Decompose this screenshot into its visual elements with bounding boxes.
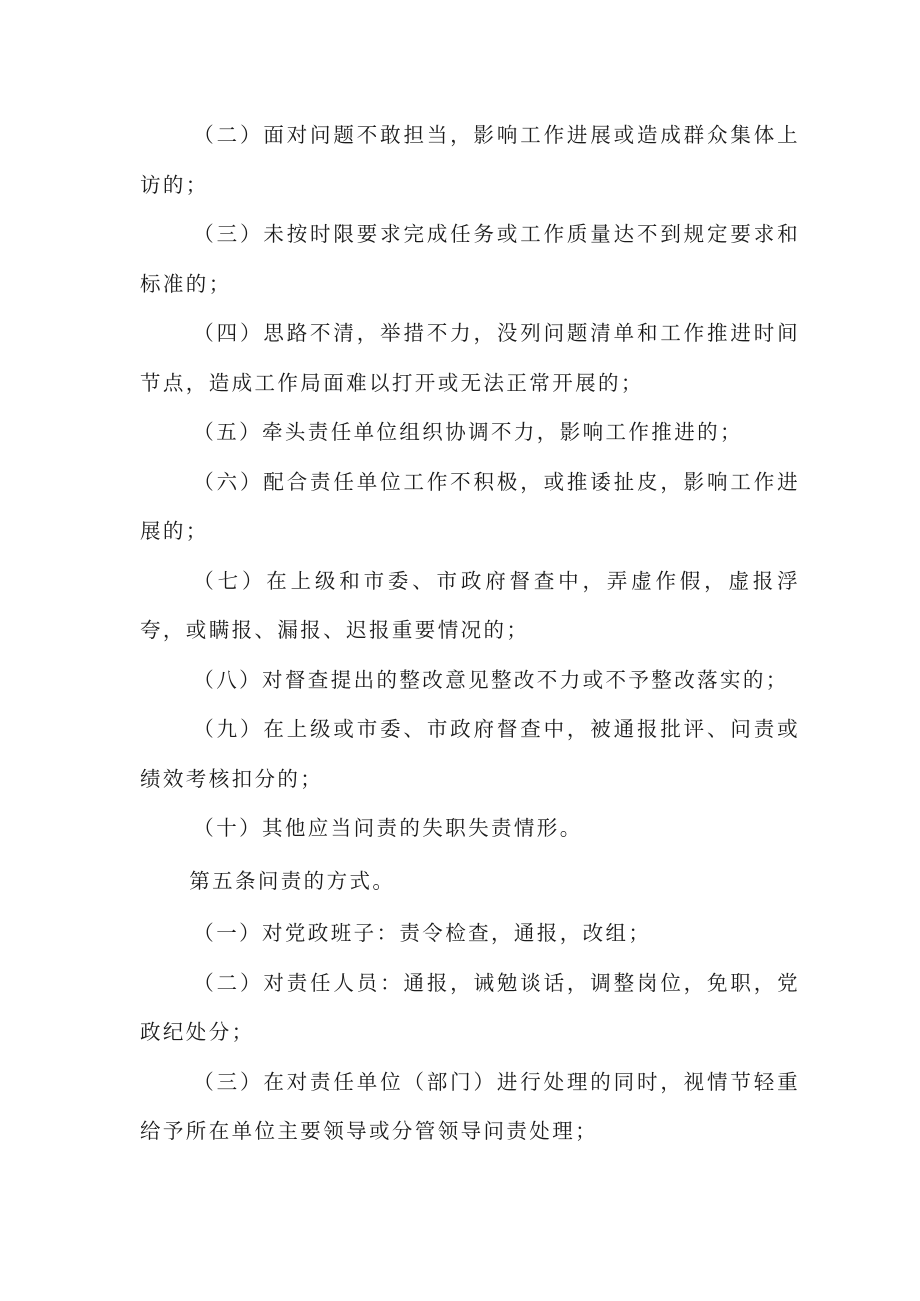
paragraph-item-10: （十）其他应当问责的失职失责情形。 — [193, 816, 583, 840]
document-body — [140, 111, 800, 1157]
article-heading: 第五条问责的方式。 — [189, 868, 396, 893]
paragraph-item-3: （三）未按时限要求完成任务或工作质量达不到规定要求和标准的； — [140, 222, 800, 296]
paragraph-method-1: （一）对党政班子：责令检查，通报，改组； — [193, 921, 652, 945]
paragraph-method-3: （三）在对责任单位（部门）进行处理的同时，视情节轻重给予所在单位主要领导或分管领导问责处理； — [140, 1069, 800, 1143]
paragraph-item-2: （二）面对问题不敢担当，影响工作进展或造成群众集体上访的； — [140, 123, 800, 197]
paragraph-item-9: （九）在上级或市委、市政府督查中，被通报批评、问责或绩效考核扣分的； — [140, 717, 800, 791]
paragraph-item-8: （八）对督查提出的整改意见整改不力或不予整改落实的； — [193, 667, 789, 692]
paragraph-method-2: （二）对责任人员：通报，诫勉谈话，调整岗位，免职，党政纪处分； — [140, 970, 800, 1044]
paragraph-item-4: （四）思路不清，举措不力，没列问题清单和工作推进时间节点，造成工作局面难以打开或无法正常开展的； — [140, 321, 800, 395]
paragraph-item-6: （六）配合责任单位工作不积极，或推诿扯皮，影响工作进展的； — [140, 469, 800, 543]
paragraph-item-7: （七）在上级和市委、市政府督查中，弄虚作假，虚报浮夸，或瞒报、漏报、迟报重要情况的； — [140, 568, 800, 642]
paragraph-item-5: （五）牵头责任单位组织协调不力，影响工作推进的； — [193, 420, 743, 444]
